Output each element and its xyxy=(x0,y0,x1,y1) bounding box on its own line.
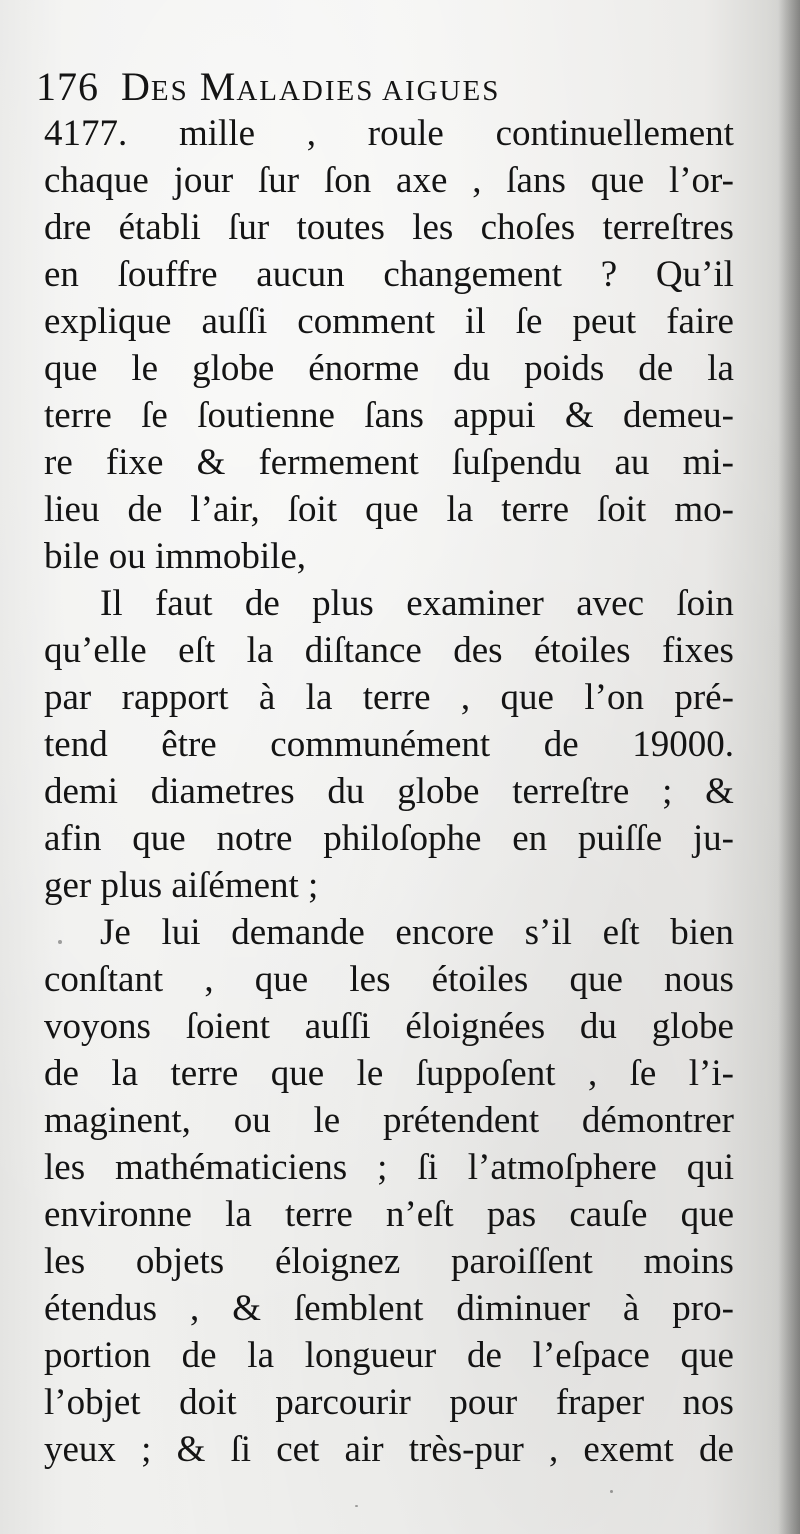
text-line: bile ou immobile, xyxy=(44,536,307,577)
text-line: de la terre que le ſuppoſent , ſe l’i- xyxy=(44,1053,734,1094)
running-title-initial-1: D xyxy=(121,64,151,109)
text-line: portion de la longueur de l’eſpace que xyxy=(44,1335,734,1376)
body-text xyxy=(44,110,734,1473)
text-line: en ſouffre aucun changement ? Qu’il xyxy=(44,254,734,295)
paper-speck xyxy=(355,1505,358,1507)
text-line: que le globe énorme du poids de la xyxy=(44,348,734,389)
text-line: les objets éloignez paroiſſent moins xyxy=(44,1241,734,1282)
text-line: maginent, ou le prétendent démontrer xyxy=(44,1100,734,1141)
text-line: terre ſe ſoutienne ſans appui & demeu- xyxy=(44,395,734,436)
text-line: chaque jour ſur ſon axe , ſans que l’or- xyxy=(44,160,734,201)
text-line: l’objet doit parcourir pour fraper nos xyxy=(44,1382,734,1423)
text-line: étendus , & ſemblent diminuer à pro- xyxy=(44,1288,734,1329)
running-title-rest-2: ALADIES xyxy=(236,75,375,107)
running-header xyxy=(36,62,736,112)
text-line: ger plus aiſément ; xyxy=(44,865,319,906)
running-title-rest-3: AIGUES xyxy=(374,75,501,107)
text-line: demi diametres du globe terreſtre ; & xyxy=(44,771,734,812)
text-line: les mathématiciens ; ſi l’atmoſphere qui xyxy=(44,1147,734,1188)
text-line: conſtant , que les étoiles que nous xyxy=(44,959,734,1000)
text-line: voyons ſoient auſſi éloignées du globe xyxy=(44,1006,734,1047)
text-line: qu’elle eſt la diſtance des étoiles fixes xyxy=(44,630,734,671)
paper-speck xyxy=(610,1490,613,1493)
text-line: tend être communément de 19000. xyxy=(44,724,734,765)
text-line: dre établi ſur toutes les choſes terreſtres xyxy=(44,207,734,248)
text-line: Je lui demande encore s’il eſt bien xyxy=(100,912,734,953)
text-line: Il faut de plus examiner avec ſoin xyxy=(100,583,734,624)
text-line: yeux ; & ſi cet air très-pur , exemt de xyxy=(44,1429,734,1470)
running-title-rest-1: ES xyxy=(150,75,189,107)
text-line: lieu de l’air, ſoit que la terre ſoit mo- xyxy=(44,489,734,530)
page-number: 176 xyxy=(36,64,99,109)
text-line: afin que notre philoſophe en puiſſe ju- xyxy=(44,818,734,859)
text-line: par rapport à la terre , que l’on pré- xyxy=(44,677,734,718)
text-line: re fixe & fermement ſuſpendu au mi- xyxy=(44,442,734,483)
running-title-initial-2: M xyxy=(188,64,237,109)
text-line: 4177. mille , roule continuellement xyxy=(44,113,734,154)
page-edge-shadow xyxy=(778,0,800,1534)
paper-speck xyxy=(58,940,62,944)
text-line: explique auſſi comment il ſe peut faire xyxy=(44,301,734,342)
text-line: environne la terre n’eſt pas cauſe que xyxy=(44,1194,734,1235)
